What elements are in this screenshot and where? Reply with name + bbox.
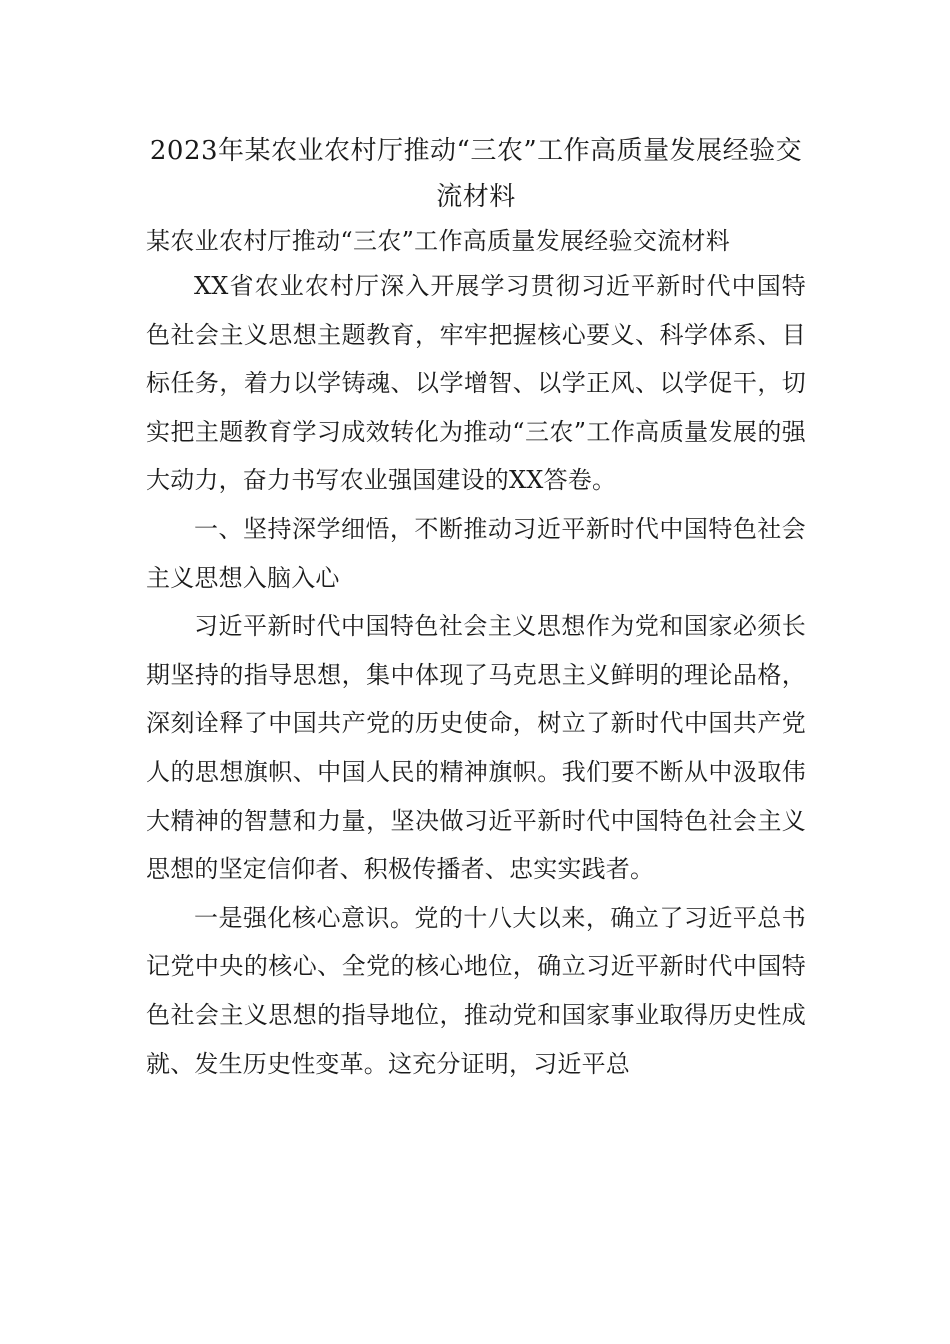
paragraph-core-awareness: 一是强化核心意识。党的十八大以来，确立了习近平总书记党中央的核心、全党的核心地位，确立习近平新时代中国特色社会主义思想的指导地位，推动党和国家事业取得历史性成就、发生历史性变革。这充分证明，习近平总 (146, 903, 806, 1078)
document-subtitle: 某农业农村厅推动“三农”工作高质量发展经验交流材料 (146, 227, 731, 255)
section-heading-1: 一、坚持深学细悟，不断推动习近平新时代中国特色社会主义思想入脑入心 (146, 514, 806, 592)
paragraph-intro: XX省农业农村厅深入开展学习贯彻习近平新时代中国特色社会主义思想主题教育，牢牢把握核心要义、科学体系、目标任务，着力以学铸魂、以学增智、以学正风、以学促干，切实把主题教育学习成效转化为推动“三农”工作高质量发展的强大动力，奋力书写农业强国建设的XX答卷。 (146, 272, 806, 495)
document-body (146, 128, 806, 1088)
document-title: 2023年某农业农村厅推动“三农”工作高质量发展经验交流材料 (149, 136, 803, 212)
paragraph-section-1: 习近平新时代中国特色社会主义思想作为党和国家必须长期坚持的指导思想，集中体现了马克思主义鲜明的理论品格，深刻诠释了中国共产党的历史使命，树立了新时代中国共产党人的思想旗帜、中国人民的精神旗帜。我们要不断从中汲取伟大精神的智慧和力量，坚决做习近平新时代中国特色社会主义思想的坚定信仰者、积极传播者、忠实实践者。 (146, 612, 806, 884)
